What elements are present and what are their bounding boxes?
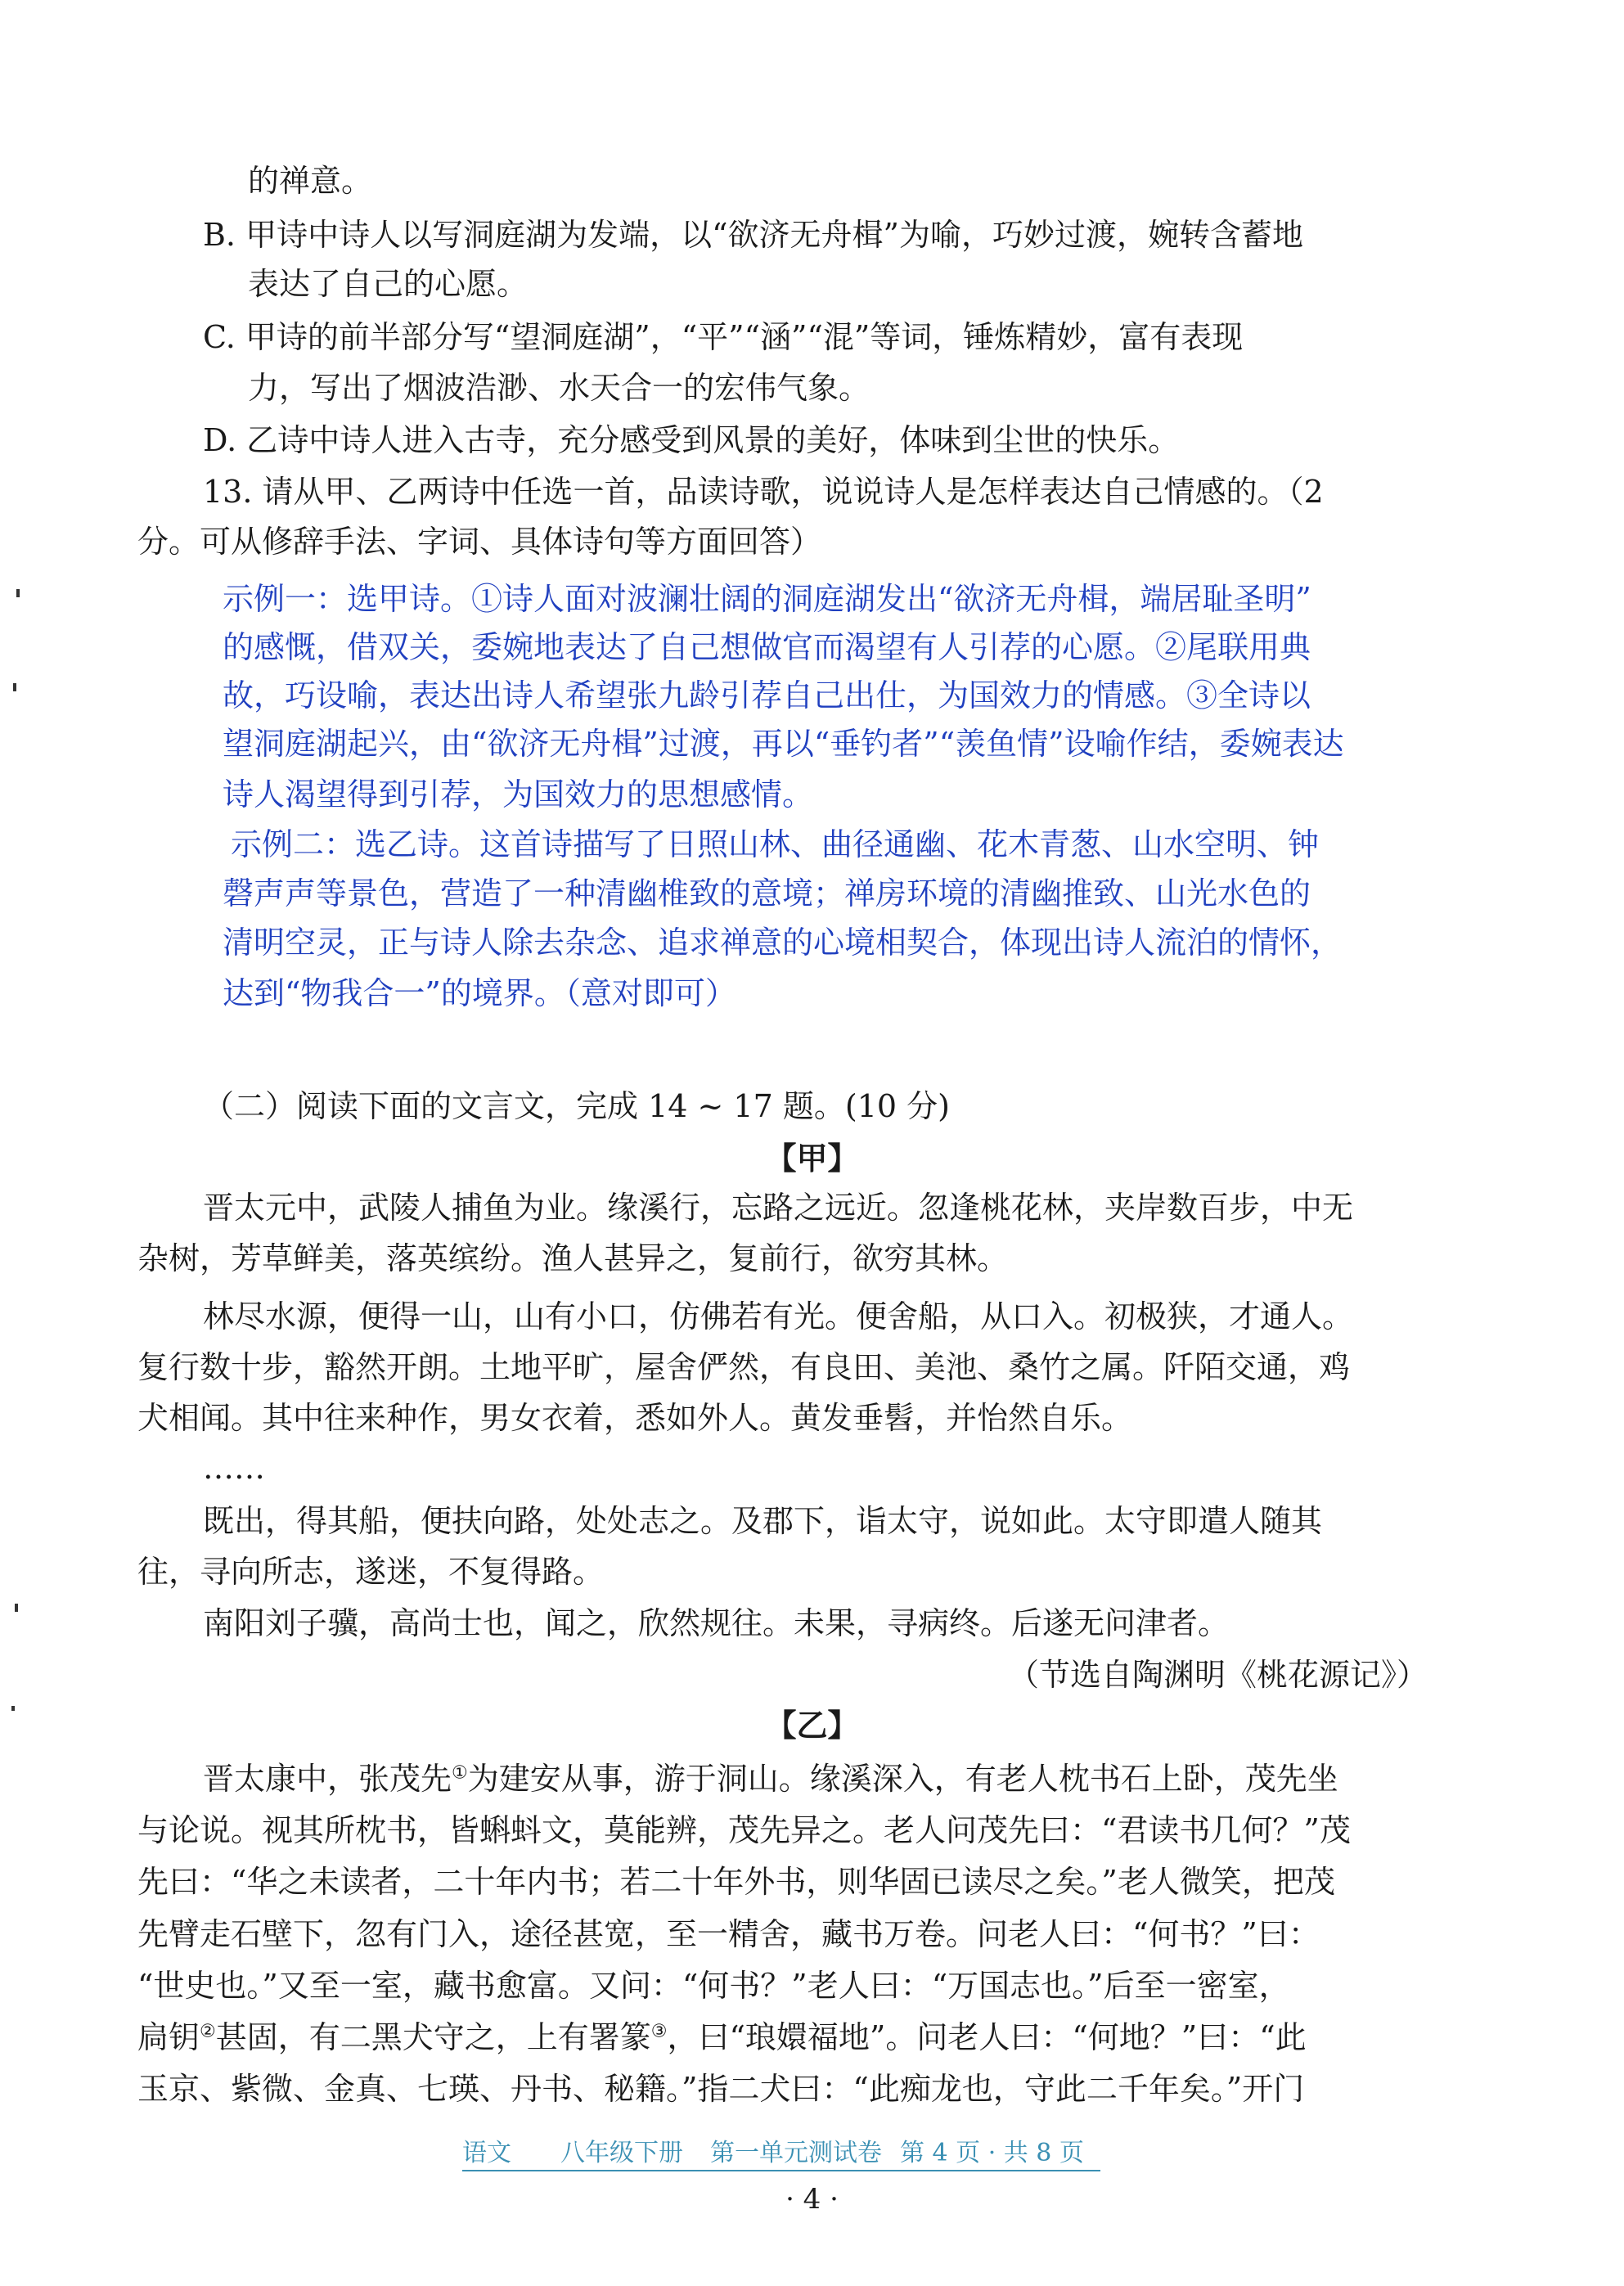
text-run: 晋太康中，张茂先 [203, 1761, 452, 1797]
text-run: 扃钥 [137, 2019, 200, 2055]
option-b-cont: 表达了自己的心愿。 [248, 266, 529, 302]
passage-line: 既出，得其船，便扶向路，处处志之。及郡下，诣太守，说如此。太守即遣人随其 [203, 1503, 1323, 1539]
text-run: ，曰“琅嬛福地”。问老人曰：“何地？”曰：“此 [667, 2019, 1307, 2055]
answer-line: 达到“物我合一”的境界。（意对即可） [223, 975, 736, 1011]
text-run: 甚固，有二黑犬守之，上有署篆 [215, 2019, 651, 2055]
passage-ellipsis: …… [203, 1450, 265, 1486]
passage-line: 往，寻向所志，遂迷，不复得路。 [137, 1554, 605, 1590]
passage-line [137, 2018, 1307, 2057]
passage-line [203, 1759, 1338, 1798]
answer-line: 望洞庭湖起兴，由“欲济无舟楫”过渡，再以“垂钓者”“羡鱼情”设喻作结，委婉表达 [223, 726, 1344, 762]
passage-line: 先曰：“华之未读者，二十年内书；若二十年外书，则华固已读尽之矣。”老人微笑，把茂 [137, 1864, 1335, 1900]
footnote-marker: ① [452, 1762, 468, 1784]
answer-line: 磬声声等景色，营造了一种清幽椎致的意境；禅房环境的清幽推致、山光水色的 [223, 875, 1311, 911]
passage-jia-source: （节选自陶渊明《桃花源记》） [1007, 1657, 1428, 1693]
passage-line: 犬相闻。其中往来种作，男女衣着，悉如外人。黄发垂髫，并怡然自乐。 [137, 1400, 1133, 1436]
footer-page-info: 第 4 页 · 共 8 页 [900, 2139, 1084, 2167]
footer-rule [462, 2170, 1100, 2171]
margin-mark [11, 1706, 15, 1711]
option-b: B. 甲诗中诗人以写洞庭湖为发端，以“欲济无舟楫”为喻，巧妙过渡，婉转含蓄地 [203, 217, 1303, 253]
passage-line: 先臂走石壁下，忽有门入，途径甚宽，至一精舍，藏书万卷。问老人曰：“何书？”曰： [137, 1916, 1320, 1952]
section-heading: （二）阅读下面的文言文，完成 14 ~ 17 题。(10 分) [203, 1088, 950, 1124]
option-c: C. 甲诗的前半部分写“望洞庭湖”，“平”“涵”“混”等词，锤炼精妙，富有表现 [203, 319, 1244, 355]
question-13-cont: 分。可从修辞手法、字词、具体诗句等方面回答） [137, 524, 822, 560]
option-d: D. 乙诗中诗人进入古寺，充分感受到风景的美好，体味到尘世的快乐。 [203, 422, 1180, 458]
answer-line: 示例二：选乙诗。这首诗描写了日照山林、曲径通幽、花木青葱、山水空明、钟 [231, 826, 1320, 862]
passage-line: 南阳刘子骥，高尚士也，闻之，欣然规往。未果，寻病终。后遂无问津者。 [203, 1605, 1230, 1641]
passage-line: 杂树，芳草鲜美，落英缤纷。渔人甚异之，复前行，欲穷其林。 [137, 1240, 1009, 1276]
passage-line: 晋太元中，武陵人捕鱼为业。缘溪行，忘路之远近。忽逢桃花林，夹岸数百步，中无 [203, 1190, 1354, 1226]
footer-unit: 第一单元测试卷 [710, 2139, 882, 2167]
passage-line: 林尽水源，便得一山，山有小口，仿佛若有光。便舍船，从口入。初极狭，才通人。 [203, 1298, 1354, 1334]
answer-line: 示例一：选甲诗。①诗人面对波澜壮阔的洞庭湖发出“欲济无舟楫，端居耻圣明” [223, 581, 1311, 617]
passage-line: “世史也。”又至一室，藏书愈富。又问：“何书？”老人曰：“万国志也。”后至一密室， [137, 1968, 1290, 2004]
footnote-marker: ③ [650, 2021, 668, 2042]
question-13: 13. 请从甲、乙两诗中任选一首，品读诗歌，说说诗人是怎样表达自己情感的。（2 [203, 474, 1324, 510]
text-run: 为建安从事，游于洞山。缘溪深入，有老人枕书石上卧，茂先坐 [467, 1761, 1338, 1797]
margin-mark [16, 589, 20, 597]
margin-mark [15, 1604, 18, 1612]
footer-subject: 语文 [462, 2139, 511, 2167]
footer-grade: 八年级下册 [560, 2139, 683, 2167]
passage-line: 玉京、紫微、金真、七瑛、丹书、秘籍。”指二犬曰：“此痴龙也，守此二千年矣。”开门 [137, 2071, 1305, 2107]
option-c-cont: 力，写出了烟波浩渺、水天合一的宏伟气象。 [248, 370, 870, 406]
answer-line: 的感慨，借双关，委婉地表达了自己想做官而渴望有人引荐的心愿。②尾联用典 [223, 629, 1311, 665]
answer-line: 清明空灵，正与诗人除去杂念、追求禅意的心境相契合，体现出诗人流泊的情怀， [223, 925, 1343, 961]
passage-line: 与论说。视其所枕书，皆蝌蚪文，莫能辨，茂先异之。老人问茂先曰：“君读书几何？”茂 [137, 1812, 1351, 1848]
margin-mark [13, 683, 16, 691]
option-a-tail: 的禅意。 [248, 163, 373, 199]
passage-line: 复行数十步，豁然开朗。土地平旷，屋舍俨然，有良田、美池、桑竹之属。阡陌交通，鸡 [137, 1349, 1351, 1385]
answer-line: 故，巧设喻，表达出诗人希望张九龄引荐自己出仕，为国效力的情感。③全诗以 [223, 677, 1311, 713]
footnote-marker: ② [200, 2021, 216, 2042]
page-number: · 4 · [785, 2183, 839, 2216]
answer-line: 诗人渴望得到引荐，为国效力的思想感情。 [223, 776, 814, 812]
passage-yi-title: 【乙】 [765, 1707, 859, 1744]
passage-jia-title: 【甲】 [765, 1140, 859, 1177]
